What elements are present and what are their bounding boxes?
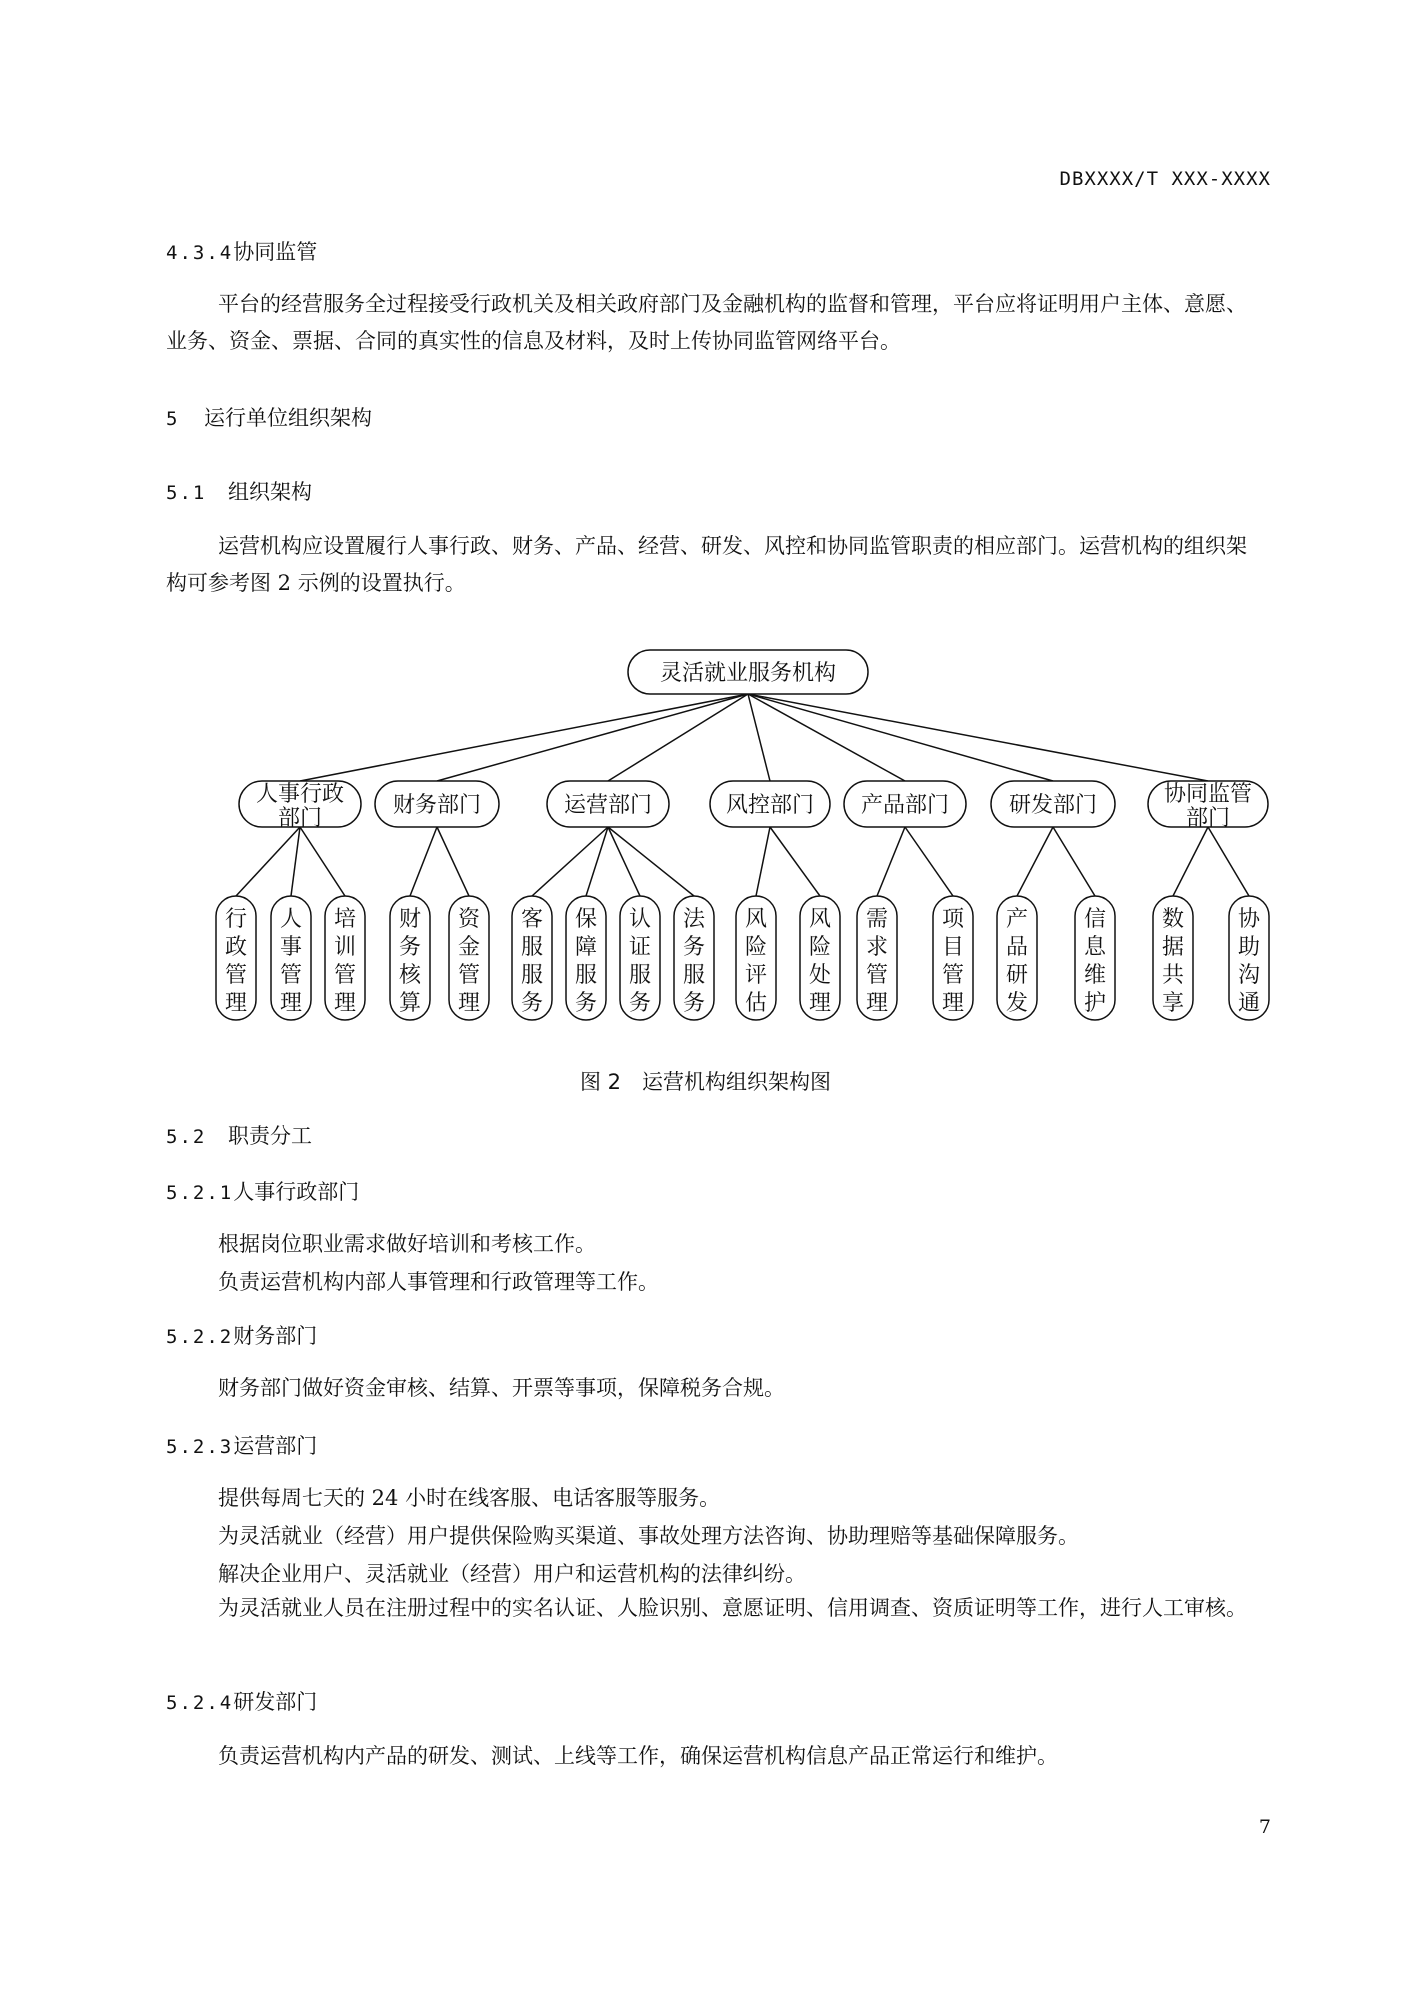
section-number: 4.3.4 xyxy=(166,242,234,264)
heading-4-3-4 xyxy=(166,236,317,266)
sub-unit-node xyxy=(857,896,897,1020)
connector-line xyxy=(770,827,820,896)
org-root-node xyxy=(628,650,868,694)
connector-line xyxy=(756,827,770,896)
section-number: 5 xyxy=(166,408,180,430)
connector-line xyxy=(437,827,469,896)
sub-unit-label: 资金管理 xyxy=(457,907,481,1016)
paragraph-4-3-4: 平台的经营服务全过程接受行政机关及相关政府部门及金融机构的监督和管理，平台应将证明用户主体、意愿、业务、资金、票据、合同的真实性的信息及材料，及时上传协同监管网络平台。 xyxy=(166,292,1247,353)
department-node xyxy=(710,781,830,827)
sub-unit-node xyxy=(449,896,489,1020)
text-line: 负责运营机构内产品的研发、测试、上线等工作，确保运营机构信息产品正常运行和维护。 xyxy=(218,1744,1058,1768)
sub-unit-label: 认证服务 xyxy=(628,907,652,1016)
department-label: 人事行政 xyxy=(255,782,345,807)
page-number: 7 xyxy=(1258,1816,1271,1838)
section-title: 运营部门 xyxy=(233,1434,318,1458)
connector-line xyxy=(877,827,905,896)
section-title: 组织架构 xyxy=(228,480,312,504)
connector-line xyxy=(608,827,640,896)
section-number: 5.2.1 xyxy=(166,1182,234,1204)
sub-unit-label: 风险处理 xyxy=(808,907,832,1016)
text-line: 根据岗位职业需求做好培训和考核工作。 xyxy=(218,1232,596,1256)
sub-unit-label: 信息维护 xyxy=(1083,907,1107,1016)
paragraph-5-2-3: 为灵活就业人员在注册过程中的实名认证、人脸识别、意愿证明、信用调查、资质证明等工作，进行人工审核。 xyxy=(218,1596,1247,1620)
sub-unit-node xyxy=(216,896,256,1020)
department-label: 研发部门 xyxy=(1008,793,1098,818)
connector-line xyxy=(1208,827,1249,896)
sub-unit-label: 客服服务 xyxy=(520,907,544,1016)
section-title: 协同监管 xyxy=(233,240,318,264)
sub-unit-label: 项目管理 xyxy=(941,907,965,1016)
heading-5-2-4 xyxy=(166,1686,317,1716)
text-line: 提供每周七天的 24 小时在线客服、电话客服等服务。 xyxy=(218,1486,721,1510)
section-number: 5.2.3 xyxy=(166,1436,234,1458)
connector-line xyxy=(291,827,300,896)
connector-line xyxy=(236,827,300,896)
heading-5-2-3 xyxy=(166,1430,317,1460)
department-node xyxy=(547,781,669,827)
sub-unit-label: 人事管理 xyxy=(279,907,303,1016)
sub-unit-label: 行政管理 xyxy=(224,907,248,1016)
section-number: 5.2 xyxy=(166,1126,207,1148)
department-label: 运营部门 xyxy=(563,793,653,818)
sub-unit-node xyxy=(674,896,714,1020)
connector-line xyxy=(410,827,437,896)
text-line: 为灵活就业（经营）用户提供保险购买渠道、事故处理方法咨询、协助理赔等基础保障服务。 xyxy=(218,1524,1079,1548)
connector-line xyxy=(300,827,345,896)
section-number: 5.2.4 xyxy=(166,1692,234,1714)
heading-5-2 xyxy=(166,1120,312,1150)
sub-unit-label: 保障服务 xyxy=(574,907,598,1016)
connector-line xyxy=(748,694,1053,781)
document-code: DBXXXX/T XXX-XXXX xyxy=(1059,168,1271,190)
sub-unit-node xyxy=(933,896,973,1020)
heading-5-2-2 xyxy=(166,1320,317,1350)
connector-line xyxy=(748,694,905,781)
sub-unit-node xyxy=(325,896,365,1020)
heading-5-2-1 xyxy=(166,1176,359,1206)
chart-nodes xyxy=(216,650,1269,1020)
sub-unit-node xyxy=(1153,896,1193,1020)
sub-unit-label: 产品研发 xyxy=(1005,907,1029,1016)
connector-line xyxy=(1017,827,1053,896)
heading-5-1 xyxy=(166,476,312,506)
sub-unit-node xyxy=(736,896,776,1020)
connector-line xyxy=(905,827,953,896)
connector-line xyxy=(300,694,748,781)
sub-unit-label: 需求管理 xyxy=(865,907,889,1016)
sub-unit-label: 数据共享 xyxy=(1161,907,1185,1016)
connector-line xyxy=(748,694,770,781)
department-label: 部门 xyxy=(277,806,323,831)
section-title: 运行单位组织架构 xyxy=(204,406,372,430)
figure-caption: 图 2 运营机构组织架构图 xyxy=(579,1070,832,1094)
department-node xyxy=(239,781,361,831)
department-label: 产品部门 xyxy=(860,793,950,818)
sub-unit-label: 协助沟通 xyxy=(1237,907,1261,1016)
sub-unit-node xyxy=(1229,896,1269,1020)
sub-unit-node xyxy=(620,896,660,1020)
connector-line xyxy=(748,694,1208,781)
department-node xyxy=(991,781,1115,827)
text-line: 财务部门做好资金审核、结算、开票等事项，保障税务合规。 xyxy=(218,1376,785,1400)
connector-line xyxy=(437,694,748,781)
connector-line xyxy=(1053,827,1095,896)
department-node xyxy=(375,781,499,827)
department-label: 财务部门 xyxy=(392,793,482,818)
section-number: 5.2.2 xyxy=(166,1326,234,1348)
section-number: 5.1 xyxy=(166,482,207,504)
sub-unit-node xyxy=(800,896,840,1020)
heading-5 xyxy=(166,402,372,432)
sub-unit-label: 培训管理 xyxy=(333,907,357,1016)
section-title: 人事行政部门 xyxy=(233,1180,360,1204)
sub-unit-label: 风险评估 xyxy=(744,907,768,1016)
department-label: 协同监管 xyxy=(1163,782,1253,807)
sub-unit-node xyxy=(390,896,430,1020)
paragraph-5-1: 运营机构应设置履行人事行政、财务、产品、经营、研发、风控和协同监管职责的相应部门。运营机构的组织架构可参考图 2 示例的设置执行。 xyxy=(166,534,1247,595)
sub-unit-node xyxy=(512,896,552,1020)
sub-unit-node xyxy=(1075,896,1115,1020)
org-chart-diagram xyxy=(0,640,1411,1040)
sub-unit-label: 财务核算 xyxy=(398,907,422,1016)
section-title: 职责分工 xyxy=(228,1124,312,1148)
connector-line xyxy=(608,827,694,896)
department-label: 部门 xyxy=(1185,806,1231,831)
connector-line xyxy=(1173,827,1208,896)
sub-unit-node xyxy=(566,896,606,1020)
department-node xyxy=(1148,781,1268,831)
sub-unit-node xyxy=(271,896,311,1020)
text-line: 负责运营机构内部人事管理和行政管理等工作。 xyxy=(218,1270,659,1294)
section-title: 研发部门 xyxy=(233,1690,318,1714)
department-label: 风控部门 xyxy=(725,793,815,818)
section-title: 财务部门 xyxy=(233,1324,318,1348)
org-root-label: 灵活就业服务机构 xyxy=(659,661,837,686)
department-node xyxy=(844,781,966,827)
sub-unit-node xyxy=(997,896,1037,1020)
sub-unit-label: 法务服务 xyxy=(682,907,706,1016)
text-line: 解决企业用户、灵活就业（经营）用户和运营机构的法律纠纷。 xyxy=(218,1562,806,1586)
